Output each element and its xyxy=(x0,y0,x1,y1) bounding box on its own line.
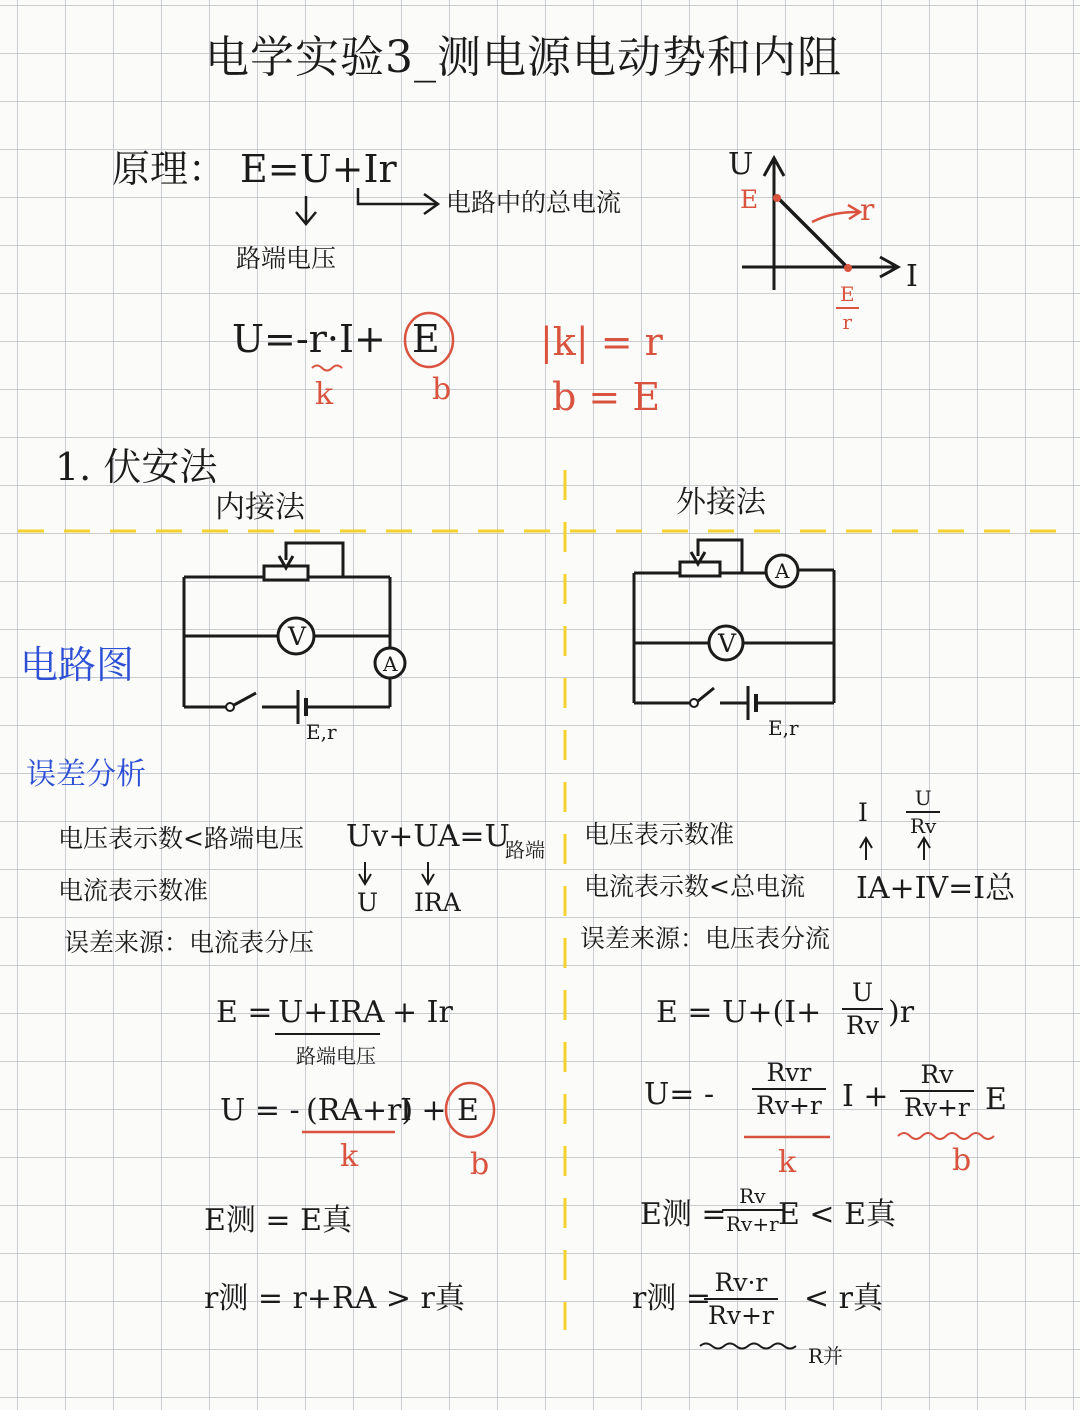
left-formula2-E: E xyxy=(457,1093,479,1128)
left-voltmeter-label: V xyxy=(288,622,307,651)
right-formula1-fraction: $\frac{U}{Rv}$ xyxy=(842,980,883,1038)
right-ammeter-label: A xyxy=(775,559,790,583)
right-r-measured-fraction: $\frac{Rv\cdot r}{Rv+r}$ xyxy=(704,1270,778,1328)
right-r-measured-left: r测 = xyxy=(632,1281,712,1316)
b-equals-E: b = E xyxy=(552,375,661,419)
right-switch-pivot xyxy=(690,699,698,707)
slope-k-label: k xyxy=(315,377,334,412)
principle-equation: E=U+Ir xyxy=(240,147,397,191)
right-source-label: E,r xyxy=(768,716,799,740)
left-voltage-sum: Uv+UA=U xyxy=(346,819,510,854)
right-voltmeter-label: V xyxy=(718,629,737,658)
page-title: 电学实验3_测电源电动势和内阻 xyxy=(205,32,842,83)
left-line1: 电压表示数<路端电压 xyxy=(58,824,304,853)
graph-y-axis-label: U xyxy=(728,147,754,182)
left-formula1-a: E = xyxy=(216,995,273,1030)
right-ann-U-over-Rv: $\frac{U}{Rv}$ xyxy=(906,788,940,836)
right-b-label: b xyxy=(952,1143,972,1178)
left-line2: 电流表示数准 xyxy=(58,876,209,905)
left-E-measured: E测 = E真 xyxy=(204,1203,353,1238)
E-circle xyxy=(405,313,453,367)
right-E-measured-fraction: $\frac{Rv}{Rv+r}$ xyxy=(722,1186,783,1234)
right-line1: 电压表示数准 xyxy=(584,820,735,849)
right-ann-I: I xyxy=(858,798,868,827)
right-method-name: 外接法 xyxy=(676,485,766,520)
left-sub-u: U xyxy=(357,888,379,917)
right-analysis-arrows xyxy=(860,838,930,860)
right-u-E: E xyxy=(985,1082,1007,1117)
linear-equation: U=-r·I+ xyxy=(232,317,386,361)
left-switch-pivot xyxy=(226,703,234,711)
left-ammeter-label: A xyxy=(383,652,398,676)
left-voltage-sum-sub: 路端 xyxy=(505,838,545,862)
left-r-measured: r测 = r+RA > r真 xyxy=(204,1281,465,1316)
left-formula2-a: U = - xyxy=(220,1093,300,1128)
right-k-label: k xyxy=(778,1145,797,1180)
left-k-label: k xyxy=(340,1139,359,1174)
right-r-wavy xyxy=(700,1344,796,1349)
right-r-parallel-note: R并 xyxy=(808,1344,844,1368)
left-method-name: 内接法 xyxy=(215,490,305,525)
right-u-I: I + xyxy=(842,1079,889,1114)
left-sub-ira: IRA xyxy=(414,888,461,917)
principle-arrows xyxy=(296,188,438,224)
graph-x-axis-label: I xyxy=(906,259,918,294)
total-current-annotation: 电路中的总电流 xyxy=(446,188,622,217)
right-line3: 误差来源：电压表分流 xyxy=(580,924,831,953)
left-analysis-arrows xyxy=(359,862,434,884)
graph-intercept-dot xyxy=(773,194,781,202)
left-formula1-c: + Ir xyxy=(392,995,453,1030)
graph-x-intercept-fraction: $\frac{E}{r}$ xyxy=(836,284,859,332)
right-formula1-c: )r xyxy=(888,995,915,1030)
left-source-label: E,r xyxy=(306,720,337,744)
principle-label: 原理： xyxy=(112,147,227,191)
graph-intercept-label: E xyxy=(740,185,759,214)
left-formula1-b: U+IRA xyxy=(278,995,385,1030)
left-b-label: b xyxy=(470,1147,490,1182)
right-r-measured-right: < r真 xyxy=(804,1281,884,1316)
left-formula1-note: 路端电压 xyxy=(296,1044,376,1068)
circuit-diagram-label: 电路图 xyxy=(20,643,135,687)
right-b-wavy xyxy=(898,1133,994,1139)
right-u-left: U= - xyxy=(644,1077,715,1112)
section-heading: 1. 伏安法 xyxy=(55,445,218,489)
intercept-b-label: b xyxy=(432,372,452,407)
right-u-fraction1: Rvr Rv+r xyxy=(752,1060,826,1118)
error-analysis-label: 误差分析 xyxy=(26,757,146,792)
k-wavy xyxy=(312,366,342,371)
abs-k-equals-r: |k| = r xyxy=(540,320,663,364)
left-line3: 误差来源：电流表分压 xyxy=(64,928,315,957)
graph-slope-arrow xyxy=(812,205,860,222)
linear-equation-E: E xyxy=(412,317,440,361)
right-E-measured-left: E测 = xyxy=(640,1197,727,1232)
right-current-sum: IA+IV=I总 xyxy=(856,871,1016,906)
terminal-voltage-annotation: 路端电压 xyxy=(236,244,337,273)
right-line2: 电流表示数<总电流 xyxy=(584,872,805,901)
left-formula2-c: I + xyxy=(400,1093,447,1128)
right-formula1-a: E = U+(I+ xyxy=(656,995,822,1030)
graph-slope-label: r xyxy=(860,193,875,228)
left-formula2-b: (RA+r) xyxy=(306,1093,414,1128)
right-u-fraction2: $\frac{Rv}{Rv+r}$ xyxy=(900,1062,974,1120)
ui-graph xyxy=(742,158,898,290)
graph-x-intercept-dot xyxy=(844,264,852,272)
right-E-measured-right: E < E真 xyxy=(778,1197,897,1232)
